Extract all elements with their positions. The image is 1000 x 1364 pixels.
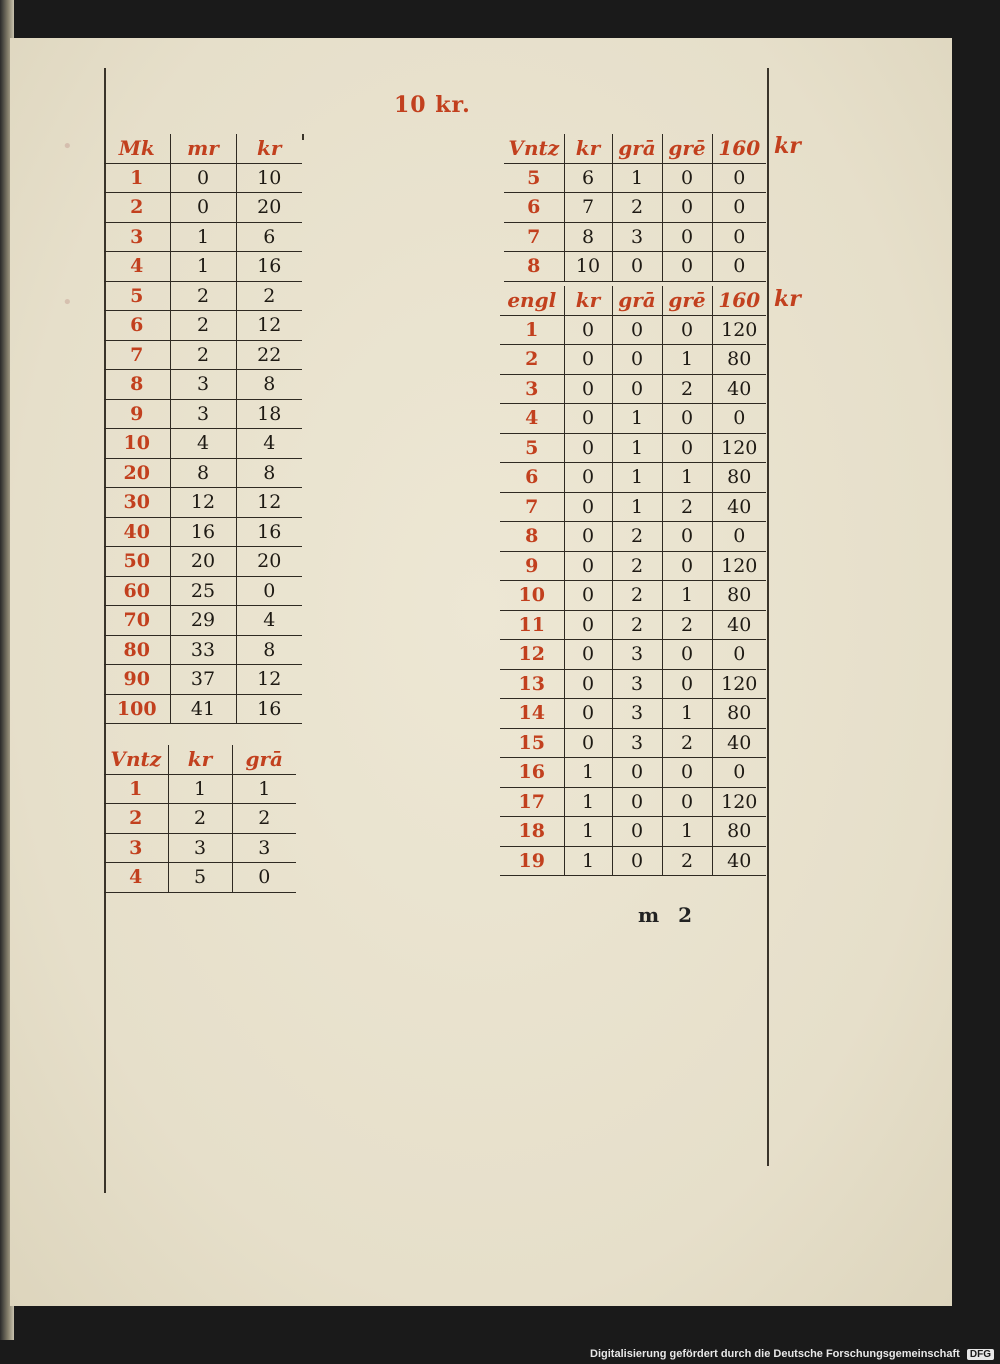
table-cell: 1 xyxy=(564,846,612,876)
column-header: kr xyxy=(564,134,612,163)
table-header-row xyxy=(104,745,296,774)
table-cell: 2 xyxy=(170,340,236,370)
table-cell: 0 xyxy=(712,522,766,552)
table-cell: 11 xyxy=(500,610,564,640)
table-cell: 2 xyxy=(500,345,564,375)
column-header: Vntz xyxy=(104,745,168,774)
table-cell: 0 xyxy=(170,193,236,223)
column-header: grā xyxy=(612,134,662,163)
table-row xyxy=(500,699,766,729)
table-cell: 4 xyxy=(170,429,236,459)
table-cell: 1 xyxy=(662,817,712,847)
table-row xyxy=(500,728,766,758)
table-row xyxy=(104,833,296,863)
table-cell: 80 xyxy=(104,635,170,665)
table-cell: 4 xyxy=(500,404,564,434)
table-row xyxy=(104,863,296,893)
table-cell: 0 xyxy=(662,252,712,282)
table-cell: 2 xyxy=(232,804,296,834)
table-cell: 3 xyxy=(500,374,564,404)
table-cell: 0 xyxy=(564,522,612,552)
table-cell: 40 xyxy=(712,728,766,758)
table-cell: 0 xyxy=(564,551,612,581)
table-cell: 0 xyxy=(662,404,712,434)
credit-line xyxy=(590,1348,994,1360)
table-cell: 2 xyxy=(236,281,302,311)
table-cell: 1 xyxy=(612,404,662,434)
table-row xyxy=(104,429,302,459)
table-cell: 6 xyxy=(500,463,564,493)
column-header: kr xyxy=(168,745,232,774)
table-cell: 0 xyxy=(662,222,712,252)
table-row xyxy=(500,315,766,345)
table-cell: 5 xyxy=(500,433,564,463)
table-cell: 2 xyxy=(612,193,662,223)
table-cell: 90 xyxy=(104,665,170,695)
table-cell: 0 xyxy=(662,669,712,699)
table-cell: 8 xyxy=(104,370,170,400)
table-row xyxy=(104,517,302,547)
table-row xyxy=(500,463,766,493)
table-cell: 1 xyxy=(612,433,662,463)
inner-rule xyxy=(302,134,304,140)
table-cell: 100 xyxy=(104,694,170,724)
table-cell: 1 xyxy=(104,774,168,804)
table-cell: 0 xyxy=(564,699,612,729)
table-row xyxy=(104,222,302,252)
table-row xyxy=(104,163,302,193)
table-cell: 0 xyxy=(662,640,712,670)
table-cell: 17 xyxy=(500,787,564,817)
table-cell: 3 xyxy=(612,728,662,758)
table-cell: 2 xyxy=(662,492,712,522)
table-cell: 8 xyxy=(236,635,302,665)
table-row xyxy=(504,163,766,193)
column-header: 160 xyxy=(712,286,766,315)
table-cell: 4 xyxy=(104,252,170,282)
table-cell: 0 xyxy=(564,640,612,670)
table-cell: 1 xyxy=(170,252,236,282)
table-cell: 120 xyxy=(712,551,766,581)
table-cell: 22 xyxy=(236,340,302,370)
table-cell: 6 xyxy=(564,163,612,193)
table-cell: 80 xyxy=(712,345,766,375)
table-cell: 0 xyxy=(712,222,766,252)
table-row xyxy=(104,694,302,724)
folio-signature: m 2 xyxy=(638,903,699,927)
table-cell: 3 xyxy=(612,699,662,729)
table-row xyxy=(500,404,766,434)
table-cell: 80 xyxy=(712,699,766,729)
table-cell: 1 xyxy=(170,222,236,252)
table-row xyxy=(500,581,766,611)
table-row xyxy=(104,252,302,282)
table-row xyxy=(500,817,766,847)
table-cell: 40 xyxy=(712,492,766,522)
margin-note-2: kr xyxy=(774,286,801,312)
table-row xyxy=(500,492,766,522)
table-header-row xyxy=(500,286,766,315)
right-vntz-table xyxy=(504,134,766,282)
table-cell: 0 xyxy=(712,163,766,193)
column-header: grā xyxy=(612,286,662,315)
table-cell: 1 xyxy=(564,787,612,817)
table-cell: 3 xyxy=(170,370,236,400)
table-cell: 0 xyxy=(236,576,302,606)
table-cell: 2 xyxy=(170,281,236,311)
column-header: Mk xyxy=(104,134,170,163)
table-cell: 40 xyxy=(712,374,766,404)
table-cell: 0 xyxy=(612,252,662,282)
table-cell: 0 xyxy=(712,758,766,788)
table-cell: 16 xyxy=(170,517,236,547)
left-vntz-table xyxy=(104,745,296,893)
table-row xyxy=(104,576,302,606)
table-cell: 1 xyxy=(500,315,564,345)
table-cell: 3 xyxy=(104,833,168,863)
table-cell: 0 xyxy=(662,315,712,345)
table-cell: 16 xyxy=(236,694,302,724)
bleed-through-mark: • xyxy=(62,136,73,157)
table-cell: 16 xyxy=(500,758,564,788)
table-cell: 30 xyxy=(104,488,170,518)
table-row xyxy=(104,399,302,429)
table-row xyxy=(500,758,766,788)
table-row xyxy=(104,281,302,311)
page-heading: 10 kr. xyxy=(394,92,471,118)
table-cell: 12 xyxy=(236,311,302,341)
table-cell: 0 xyxy=(662,551,712,581)
table-cell: 20 xyxy=(104,458,170,488)
table-cell: 41 xyxy=(170,694,236,724)
column-header: grā xyxy=(232,745,296,774)
table-row xyxy=(504,193,766,223)
table-row xyxy=(500,522,766,552)
table-row xyxy=(500,787,766,817)
table-cell: 7 xyxy=(104,340,170,370)
table-cell: 10 xyxy=(564,252,612,282)
table-cell: 80 xyxy=(712,581,766,611)
column-header: 160 xyxy=(712,134,766,163)
table-row xyxy=(500,551,766,581)
table-cell: 120 xyxy=(712,787,766,817)
table-cell: 6 xyxy=(104,311,170,341)
table-row xyxy=(104,774,296,804)
table-cell: 3 xyxy=(612,222,662,252)
table-row xyxy=(500,846,766,876)
table-row xyxy=(104,635,302,665)
table-cell: 10 xyxy=(104,429,170,459)
table-header-row xyxy=(504,134,766,163)
table-cell: 0 xyxy=(662,522,712,552)
table-row xyxy=(104,193,302,223)
table-cell: 80 xyxy=(712,817,766,847)
table-cell: 12 xyxy=(236,665,302,695)
table-cell: 5 xyxy=(168,863,232,893)
table-cell: 2 xyxy=(662,610,712,640)
table-cell: 5 xyxy=(504,163,564,193)
table-cell: 0 xyxy=(564,669,612,699)
table-cell: 3 xyxy=(170,399,236,429)
table-cell: 13 xyxy=(500,669,564,699)
table-cell: 18 xyxy=(500,817,564,847)
table-cell: 1 xyxy=(232,774,296,804)
table-row xyxy=(500,669,766,699)
table-cell: 3 xyxy=(232,833,296,863)
table-row xyxy=(500,433,766,463)
table-cell: 120 xyxy=(712,315,766,345)
table-cell: 15 xyxy=(500,728,564,758)
table-cell: 3 xyxy=(612,669,662,699)
table-cell: 1 xyxy=(104,163,170,193)
table-cell: 9 xyxy=(500,551,564,581)
table-cell: 0 xyxy=(564,463,612,493)
table-row xyxy=(500,640,766,670)
table-cell: 0 xyxy=(232,863,296,893)
table-cell: 0 xyxy=(612,787,662,817)
table-cell: 2 xyxy=(104,804,168,834)
table-cell: 12 xyxy=(500,640,564,670)
table-cell: 2 xyxy=(662,374,712,404)
table-cell: 0 xyxy=(612,345,662,375)
table-cell: 120 xyxy=(712,433,766,463)
table-cell: 0 xyxy=(662,163,712,193)
table-cell: 2 xyxy=(662,728,712,758)
table-cell: 8 xyxy=(500,522,564,552)
table-cell: 8 xyxy=(170,458,236,488)
table-cell: 0 xyxy=(564,433,612,463)
table-cell: 0 xyxy=(564,728,612,758)
table-cell: 7 xyxy=(564,193,612,223)
right-engl-table xyxy=(500,286,766,876)
table-cell: 2 xyxy=(612,581,662,611)
table-cell: 3 xyxy=(612,640,662,670)
table-row xyxy=(104,804,296,834)
column-header: kr xyxy=(236,134,302,163)
bleed-through-mark: • xyxy=(62,292,73,313)
table-cell: 1 xyxy=(662,581,712,611)
table-header-row xyxy=(104,134,302,163)
table-cell: 25 xyxy=(170,576,236,606)
table-row xyxy=(104,340,302,370)
table-cell: 0 xyxy=(612,846,662,876)
table-row xyxy=(504,222,766,252)
table-cell: 1 xyxy=(564,758,612,788)
table-cell: 5 xyxy=(104,281,170,311)
table-cell: 0 xyxy=(564,374,612,404)
table-cell: 0 xyxy=(712,640,766,670)
table-row xyxy=(104,370,302,400)
table-row xyxy=(504,252,766,282)
table-cell: 120 xyxy=(712,669,766,699)
table-cell: 0 xyxy=(662,758,712,788)
table-cell: 6 xyxy=(504,193,564,223)
table-cell: 1 xyxy=(662,463,712,493)
table-cell: 70 xyxy=(104,606,170,636)
table-cell: 4 xyxy=(104,863,168,893)
table-cell: 3 xyxy=(168,833,232,863)
table-cell: 40 xyxy=(712,846,766,876)
table-cell: 4 xyxy=(236,606,302,636)
right-margin-rule xyxy=(767,68,769,1166)
table-cell: 1 xyxy=(662,345,712,375)
margin-note-1: kr xyxy=(774,133,801,159)
table-cell: 0 xyxy=(612,817,662,847)
table-cell: 8 xyxy=(236,458,302,488)
table-row xyxy=(104,458,302,488)
table-cell: 14 xyxy=(500,699,564,729)
table-row xyxy=(104,606,302,636)
table-cell: 6 xyxy=(236,222,302,252)
table-cell: 12 xyxy=(236,488,302,518)
table-cell: 0 xyxy=(564,492,612,522)
table-cell: 12 xyxy=(170,488,236,518)
column-header: grē xyxy=(662,134,712,163)
table-cell: 0 xyxy=(662,193,712,223)
table-cell: 0 xyxy=(564,404,612,434)
table-row xyxy=(104,488,302,518)
table-cell: 2 xyxy=(612,522,662,552)
table-cell: 19 xyxy=(500,846,564,876)
column-header: kr xyxy=(564,286,612,315)
table-cell: 0 xyxy=(564,581,612,611)
table-cell: 1 xyxy=(612,492,662,522)
table-row xyxy=(500,345,766,375)
table-cell: 16 xyxy=(236,252,302,282)
table-cell: 40 xyxy=(712,610,766,640)
table-cell: 0 xyxy=(564,610,612,640)
table-cell: 2 xyxy=(168,804,232,834)
table-cell: 20 xyxy=(236,547,302,577)
table-cell: 33 xyxy=(170,635,236,665)
table-row xyxy=(104,665,302,695)
column-header: engl xyxy=(500,286,564,315)
table-cell: 20 xyxy=(170,547,236,577)
table-cell: 8 xyxy=(236,370,302,400)
table-cell: 37 xyxy=(170,665,236,695)
table-cell: 18 xyxy=(236,399,302,429)
table-cell: 1 xyxy=(612,163,662,193)
table-cell: 0 xyxy=(662,787,712,817)
table-cell: 0 xyxy=(564,345,612,375)
table-cell: 4 xyxy=(236,429,302,459)
table-cell: 1 xyxy=(612,463,662,493)
table-cell: 1 xyxy=(564,817,612,847)
table-cell: 2 xyxy=(612,610,662,640)
table-cell: 0 xyxy=(712,252,766,282)
table-cell: 50 xyxy=(104,547,170,577)
table-cell: 10 xyxy=(500,581,564,611)
column-header: mr xyxy=(170,134,236,163)
table-cell: 0 xyxy=(170,163,236,193)
credit-text: Digitalisierung gefördert durch die Deutsche Forschungsgemeinschaft xyxy=(590,1348,960,1360)
table-cell: 7 xyxy=(504,222,564,252)
table-cell: 40 xyxy=(104,517,170,547)
table-cell: 3 xyxy=(104,222,170,252)
column-header: grē xyxy=(662,286,712,315)
table-row xyxy=(104,311,302,341)
table-row xyxy=(104,547,302,577)
table-cell: 2 xyxy=(662,846,712,876)
table-cell: 0 xyxy=(612,374,662,404)
table-cell: 0 xyxy=(564,315,612,345)
table-cell: 10 xyxy=(236,163,302,193)
table-cell: 0 xyxy=(612,315,662,345)
table-cell: 2 xyxy=(612,551,662,581)
table-row xyxy=(500,610,766,640)
table-cell: 8 xyxy=(564,222,612,252)
table-cell: 16 xyxy=(236,517,302,547)
table-cell: 0 xyxy=(662,433,712,463)
dfg-logo-icon: DFG xyxy=(967,1349,994,1360)
table-cell: 1 xyxy=(168,774,232,804)
table-cell: 80 xyxy=(712,463,766,493)
table-cell: 20 xyxy=(236,193,302,223)
table-cell: 2 xyxy=(104,193,170,223)
table-row xyxy=(500,374,766,404)
table-cell: 0 xyxy=(612,758,662,788)
table-cell: 8 xyxy=(504,252,564,282)
table-cell: 0 xyxy=(712,404,766,434)
table-cell: 60 xyxy=(104,576,170,606)
table-cell: 29 xyxy=(170,606,236,636)
table-cell: 1 xyxy=(662,699,712,729)
column-header: Vntz xyxy=(504,134,564,163)
table-cell: 2 xyxy=(170,311,236,341)
table-cell: 0 xyxy=(712,193,766,223)
left-conversion-table xyxy=(104,134,302,724)
table-cell: 7 xyxy=(500,492,564,522)
table-cell: 9 xyxy=(104,399,170,429)
